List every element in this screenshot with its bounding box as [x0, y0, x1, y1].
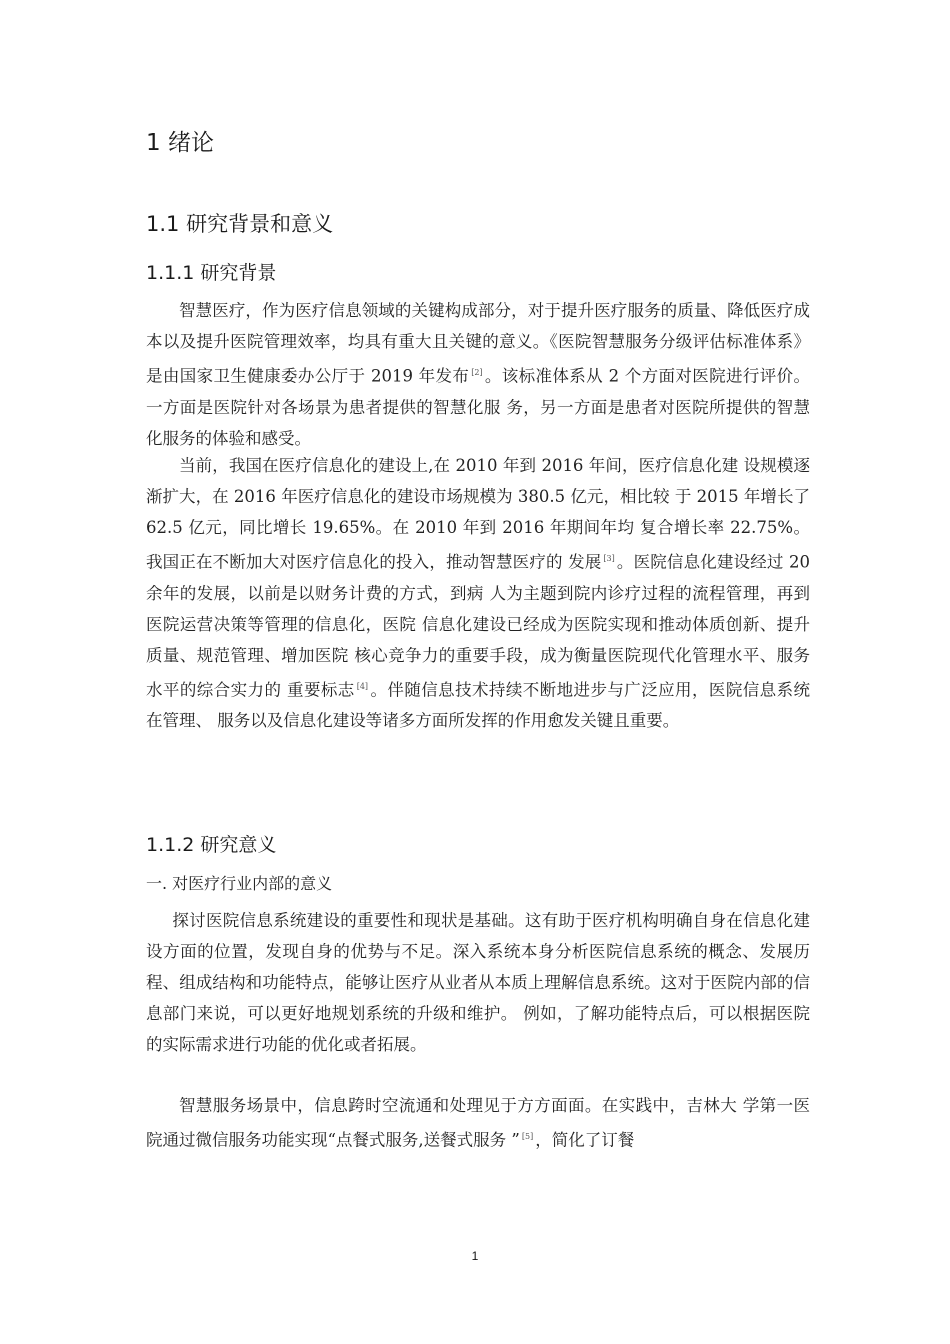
paragraph-significance-1: 探讨医院信息系统建设的重要性和现状是基础。这有助于医疗机构明确自身在信息化建设方面的位置，发现自身的优势与不足。深入系统本身分析医院信息系统的概念、发展历程、组成结构和功能特点，能够让医疗从业者从本质上理解信息系统。这对于医院内部的信息部门来说，可以更好地规划系统的升级和维护。 例如，了解功能特点后，可以根据医院的实际需求进行功能的优化或者拓展。	[146, 911, 810, 1054]
subsection-title-background: 1.1.1 研究背景	[146, 262, 277, 284]
citation-ref: [3]	[603, 554, 615, 563]
paragraph-text: 智慧服务场景中，信息跨时空流通和处理见于方方面面。在实践中，吉林大 学第一医院通过微信服务功能实现“点餐式服务,送餐式服务 ”	[146, 1096, 810, 1150]
paragraph-text: 。医院信息化建设经过 20 余年的发展，以前是以财务计费的方式，到病 人为主题到院内诊疗过程的流程管理，再到医院运营决策等管理的信息化，医院 信息化建设已经成为医院实现和推动体质创新、提升质量、规范管理、增加医院 核心竞争力的重要手段，成为衡量医院现代化管理水平、服务水平的综合实力的 重要标志	[146, 552, 810, 699]
paragraph-significance-2	[146, 1090, 810, 1156]
paragraph-text: 当前，我国在医疗信息化的建设上,在 2010 年到 2016 年间，医疗信息化建 设规模逐渐扩大，在 2016 年医疗信息化的建设市场规模为 380.5 亿元，相比较 于 2015 年增长了 62.5 亿元，同比增长 19.65%。在 2010 年到 2016 年期间年均 复合增长率 22.75%。我国正在不断加大对医疗信息化的投入，推动智慧医疗的 发展	[146, 456, 810, 572]
citation-ref: [2]	[471, 368, 483, 377]
chapter-title: 1 绪论	[146, 130, 214, 156]
paragraph-text: 。该标准体系从 2 个方面对医院进行评价。一方面是医院针对各场景为患者提供的智慧化服 务，另一方面是患者对医院所提供的智慧化服务的体验和感受。	[146, 366, 810, 448]
paragraph-text: 。伴随信息技术持续不断地进步与广泛应用，医院信息系统在管理、 服务以及信息化建设等诸多方面所发挥的作用愈发关键且重要。	[146, 680, 811, 730]
page-number: 1	[471, 1249, 479, 1263]
list-heading: 一. 对医疗行业内部的意义	[146, 874, 333, 893]
citation-ref: [5]	[521, 1132, 534, 1141]
paragraph-background-1	[146, 295, 810, 454]
section-title: 1.1 研究背景和意义	[146, 212, 334, 236]
paragraph-text: 智慧医疗，作为医疗信息领域的关键构成部分，对于提升医疗服务的质量、降低医疗成本以及提升医院管理效率，均具有重大且关键的意义。《医院智慧服务分级评估标准体系》是由国家卫生健康委办公厅于 2019 年发布	[146, 301, 810, 386]
citation-ref: [4]	[356, 681, 369, 691]
paragraph-text: ，简化了订餐	[535, 1130, 635, 1150]
paragraph-background-2	[146, 450, 810, 736]
subsection-title-significance: 1.1.2 研究意义	[146, 834, 277, 856]
